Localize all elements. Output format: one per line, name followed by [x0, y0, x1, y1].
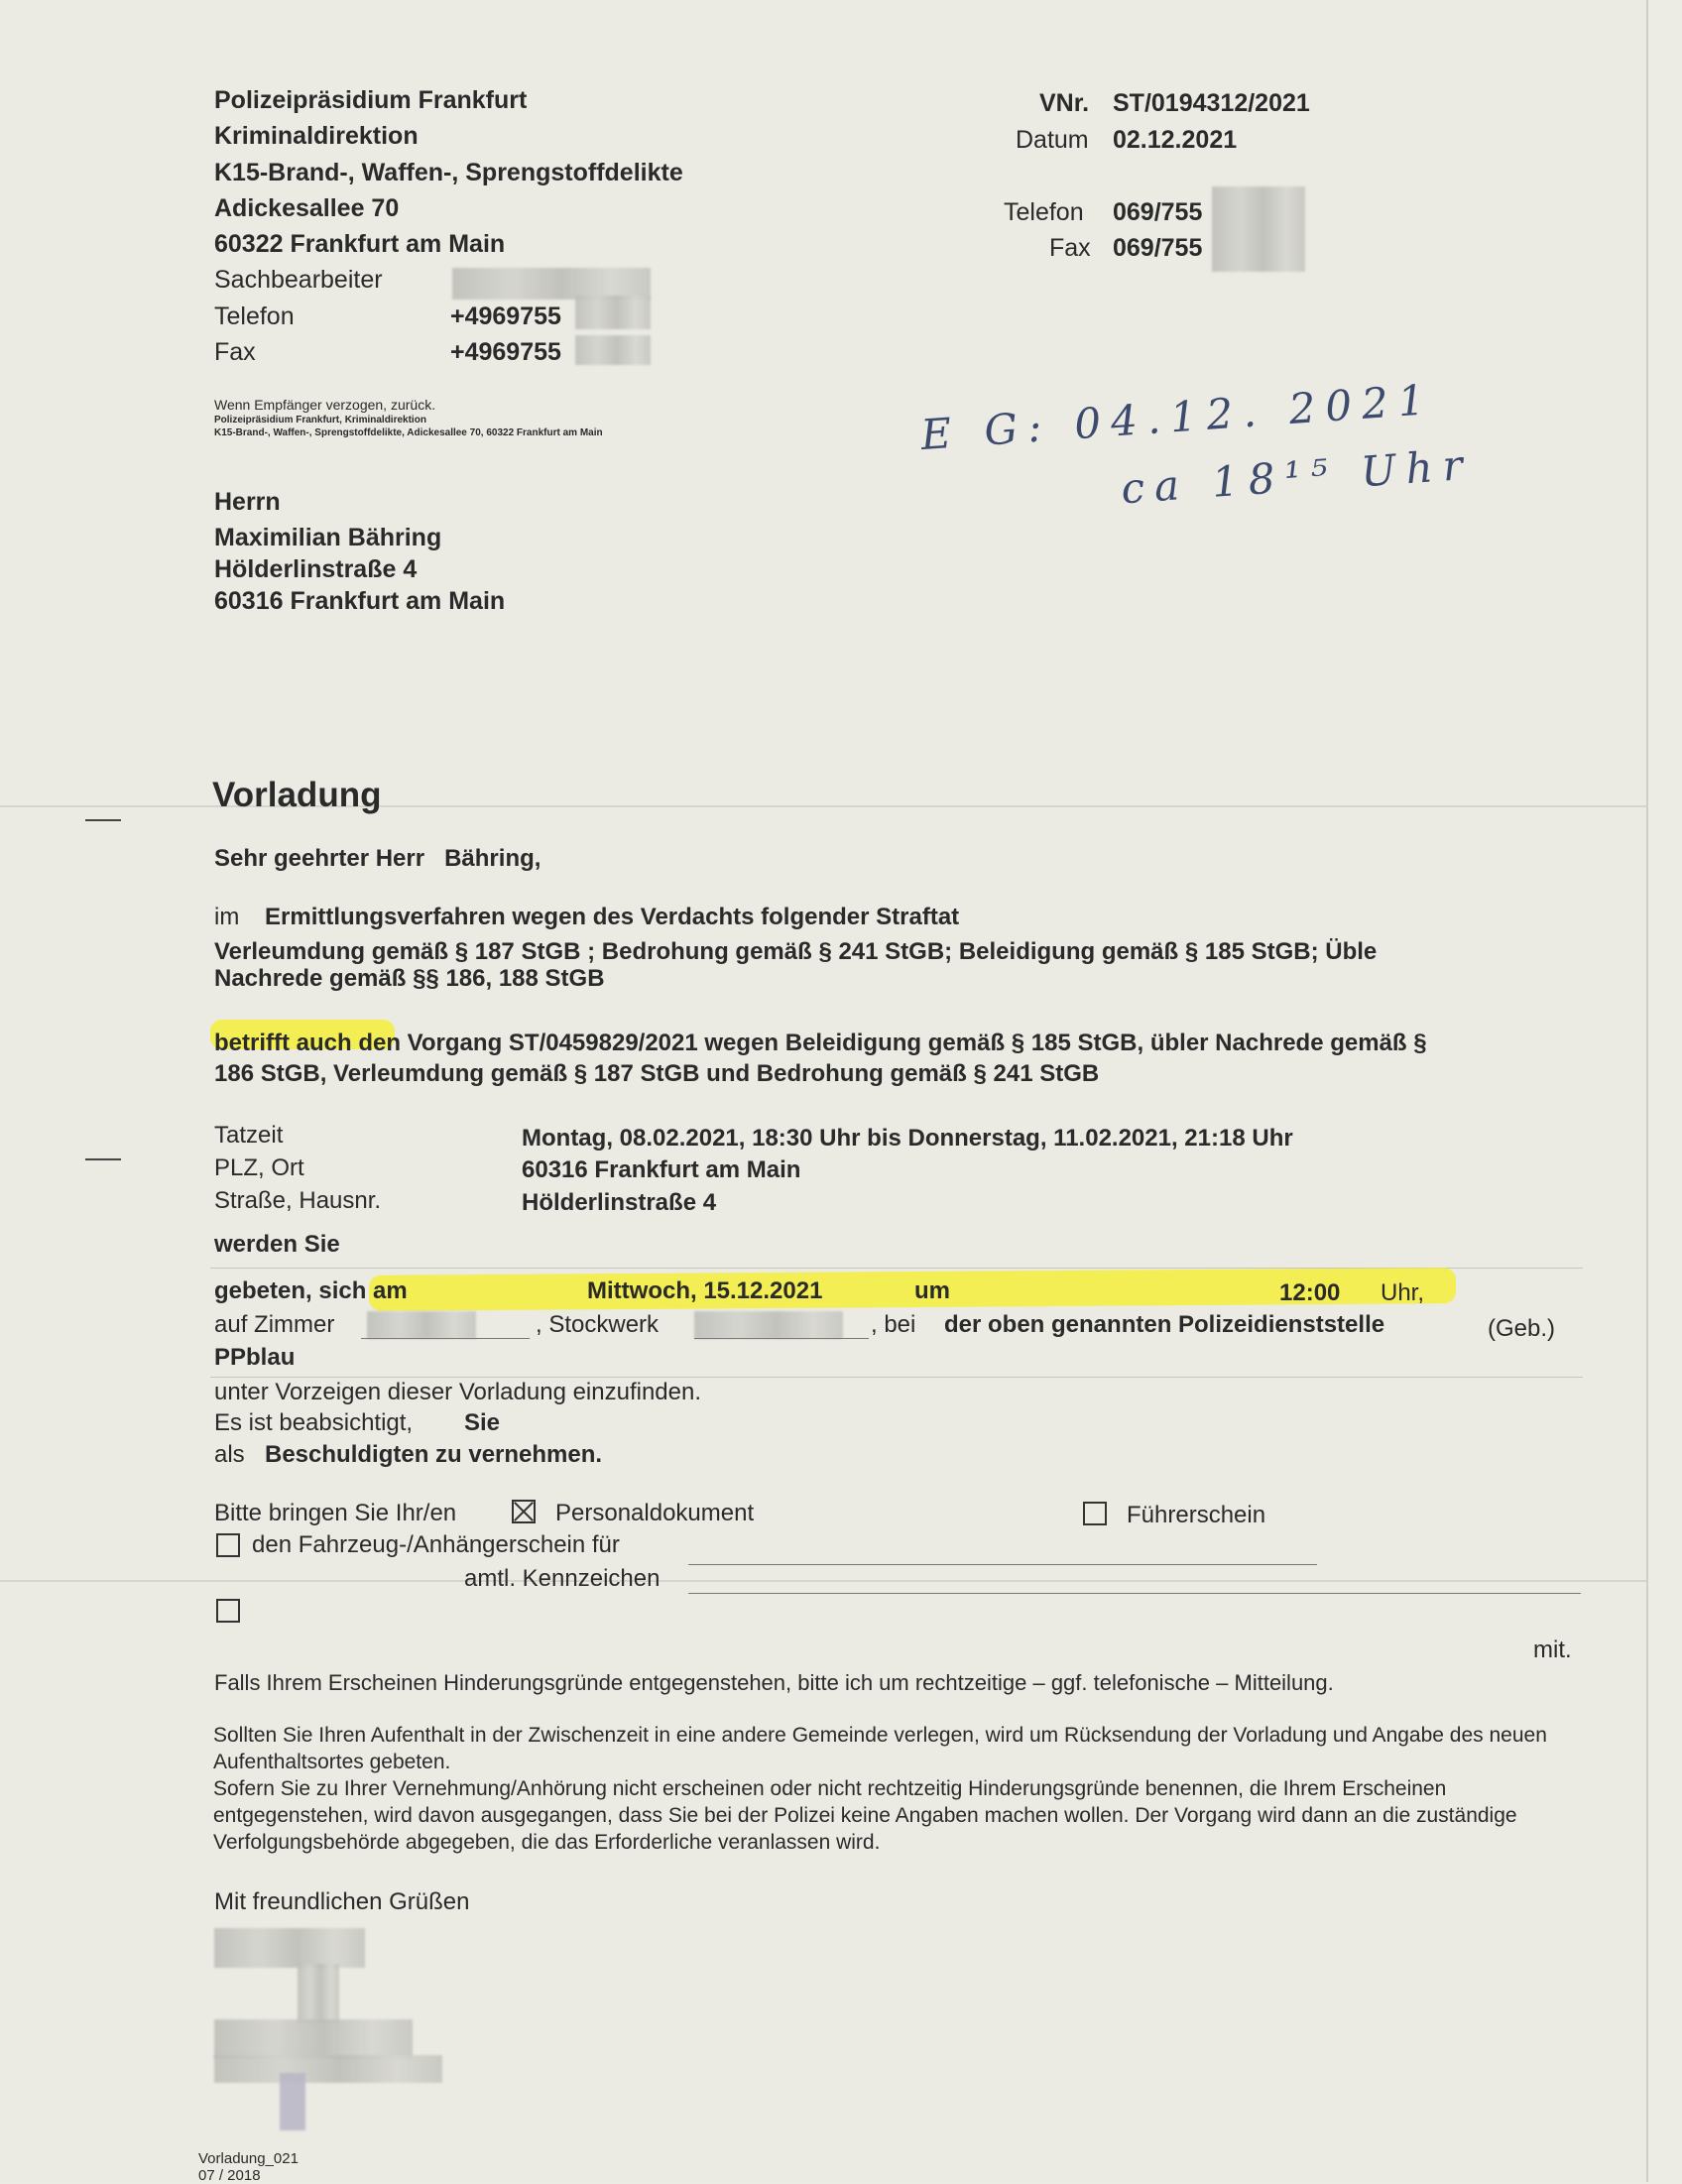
footer-version: 07 / 2018: [198, 2167, 261, 2184]
tatzeit-value: Montag, 08.02.2021, 18:30 Uhr bis Donnerstag, 11.02.2021, 21:18 Uhr: [522, 1125, 1293, 1152]
ref-fax-label: Fax: [1049, 234, 1091, 262]
appointment-um: um: [914, 1277, 950, 1304]
ref-fax-value: 069/755: [1113, 234, 1203, 262]
recipient-salutation: Herrn: [214, 488, 281, 516]
bring-label: Bitte bringen Sie Ihr/en: [214, 1500, 457, 1526]
closing: Mit freundlichen Grüßen: [214, 1888, 470, 1915]
other-item-checkbox[interactable]: [216, 1599, 240, 1623]
ref-telefon-value: 069/755: [1113, 198, 1203, 226]
strasse-value: Hölderlinstraße 4: [522, 1189, 717, 1216]
fuehrerschein-label: Führerschein: [1127, 1502, 1266, 1528]
sender-line2: Kriminaldirektion: [214, 122, 419, 150]
strasse-label: Straße, Hausnr.: [214, 1187, 382, 1214]
vnr-label: VNr.: [1039, 89, 1090, 117]
document-title: Vorladung: [212, 776, 382, 814]
fold-mark-1: [85, 819, 121, 821]
return-address: [214, 397, 603, 439]
sender-line5: 60322 Frankfurt am Main: [214, 230, 506, 258]
mit-label: mit.: [1533, 1637, 1572, 1663]
vnr-value: ST/0194312/2021: [1113, 89, 1310, 117]
beabsichtigt-label: Es ist beabsichtigt,: [214, 1409, 414, 1436]
fahrzeugschein-checkbox[interactable]: [216, 1533, 240, 1557]
hinderung-paragraph: Falls Ihrem Erscheinen Hinderungsgründe entgegenstehen, bitte ich um rechtzeitige – ggf. telefonische – Mitteilung.: [214, 1670, 1334, 1695]
appointment-time: 12:00: [1279, 1279, 1341, 1306]
personaldokument-label: Personaldokument: [555, 1500, 755, 1526]
betrifft-line2: 186 StGB, Verleumdung gemäß § 187 StGB und Bedrohung gemäß § 241 StGB: [214, 1060, 1100, 1087]
plz-label: PLZ, Ort: [214, 1154, 304, 1181]
aufenthalt-paragraph: Sollten Sie Ihren Aufenthalt in der Zwischenzeit in eine andere Gemeinde verlegen, wird um Rücksendung der Vorladung und Angabe des neuen Aufenthaltsortes gebeten.: [213, 1724, 1547, 1773]
straftaten-line2: Nachrede gemäß §§ 186, 188 StGB: [214, 965, 605, 992]
signature-redacted-5: [280, 2073, 305, 2130]
als-label: als: [214, 1441, 245, 1468]
signature-redacted-1: [214, 1928, 365, 1968]
datum-value: 02.12.2021: [1113, 126, 1238, 154]
appointment-bottom-rule: [210, 1377, 1583, 1378]
signature-redacted-3: [214, 2019, 413, 2059]
fahrzeugschein-line: [688, 1564, 1317, 1565]
recipient-street: Hölderlinstraße 4: [214, 555, 418, 583]
sender-fax-label: Fax: [214, 338, 256, 366]
beschuldigten-value: Beschuldigten zu vernehmen.: [265, 1441, 603, 1468]
zimmer-label: auf Zimmer: [214, 1311, 335, 1338]
signature-redacted-4: [214, 2055, 442, 2083]
personaldokument-checkbox[interactable]: [512, 1500, 536, 1523]
werden-sie: werden Sie: [214, 1231, 340, 1258]
tatzeit-label: Tatzeit: [214, 1122, 284, 1149]
straftaten-line1: Verleumdung gemäß § 187 StGB ; Bedrohung gemäß § 241 StGB; Beleidigung gemäß § 185 StGB; Üble: [214, 938, 1378, 965]
sender-line4: Adickesallee 70: [214, 194, 400, 222]
stockwerk-line: [694, 1338, 869, 1339]
stockwerk-label: , Stockwerk: [536, 1311, 660, 1338]
handwritten-receipt-date: E G: 04.12. 2021: [918, 374, 1436, 460]
sender-telefon-redacted: [575, 296, 651, 329]
ref-telefon-label: Telefon: [1004, 198, 1084, 226]
gebeten-label: gebeten, sich am: [214, 1277, 408, 1304]
ppblau: PPblau: [214, 1344, 296, 1371]
sender-fax-value: +4969755: [450, 338, 561, 366]
return-address-line2: Polizeipräsidium Frankfurt, Kriminaldirektion: [214, 415, 426, 425]
sender-line1: Polizeipräsidium Frankfurt: [214, 86, 528, 114]
fold-line-bottom: [0, 1580, 1646, 1582]
recipient-name: Maximilian Bähring: [214, 524, 442, 551]
kennzeichen-line: [688, 1593, 1581, 1594]
plz-value: 60316 Frankfurt am Main: [522, 1156, 801, 1183]
sie-value: Sie: [464, 1409, 501, 1436]
sofern-paragraph: Sofern Sie zu Ihrer Vernehmung/Anhörung nicht erscheinen oder nicht rechtzeitig Hinderungsgründe benennen, die Ihrem Erscheinen entgegenstehen, wird davon ausgegangen, dass Sie bei der Polizei keine Angaben machen wollen. Der Vorgang wird dann an die zuständige Verfolgungsbehörde abgegeben, die das Erforderliche veranlassen wird.: [213, 1777, 1517, 1854]
vorzeigen-line: unter Vorzeigen dieser Vorladung einzufinden.: [214, 1379, 702, 1405]
fahrzeugschein-label: den Fahrzeug-/Anhängerschein für: [252, 1531, 620, 1558]
fuehrerschein-checkbox[interactable]: [1083, 1502, 1107, 1525]
ref-telefon-fax-redacted: [1212, 186, 1305, 272]
bei-label: , bei: [871, 1311, 916, 1338]
appointment-uhr: Uhr,: [1381, 1279, 1425, 1306]
sender-telefon-value: +4969755: [450, 303, 561, 330]
verfahren-line: Ermittlungsverfahren wegen des Verdachts folgender Straftat: [265, 904, 960, 930]
signature-redacted-2: [298, 1964, 339, 2023]
datum-label: Datum: [1016, 126, 1089, 154]
zimmer-line: [361, 1338, 530, 1339]
zimmer-redacted: [367, 1311, 476, 1339]
sachbearbeiter-label: Sachbearbeiter: [214, 266, 383, 294]
geb-label: (Geb.): [1488, 1315, 1556, 1342]
dienststelle: der oben genannten Polizeidienststelle: [944, 1311, 1385, 1338]
im-label: im: [214, 904, 240, 930]
return-address-line3: K15-Brand-, Waffen-, Sprengstoffdelikte, Adickesallee 70, 60322 Frankfurt am Main: [214, 427, 603, 438]
betrifft-line1: betrifft auch den Vorgang ST/0459829/2021 wegen Beleidigung gemäß § 185 StGB, übler Nachrede gemäß §: [214, 1030, 1427, 1056]
recipient-city: 60316 Frankfurt am Main: [214, 587, 506, 615]
sender-fax-redacted: [575, 335, 651, 365]
kennzeichen-label: amtl. Kennzeichen: [464, 1565, 661, 1592]
greeting: Sehr geehrter Herr Bähring,: [214, 845, 541, 872]
stockwerk-redacted: [694, 1311, 843, 1339]
sender-telefon-label: Telefon: [214, 303, 295, 330]
return-address-line1: Wenn Empfänger verzogen, zurück.: [214, 397, 436, 413]
fold-mark-2: [85, 1158, 121, 1160]
appointment-day: Mittwoch, 15.12.2021: [587, 1277, 823, 1304]
handwritten-receipt-time: ca 18¹⁵ Uhr: [1119, 439, 1475, 514]
footer-form: Vorladung_021: [198, 2150, 299, 2167]
sender-line3: K15-Brand-, Waffen-, Sprengstoffdelikte: [214, 159, 683, 186]
